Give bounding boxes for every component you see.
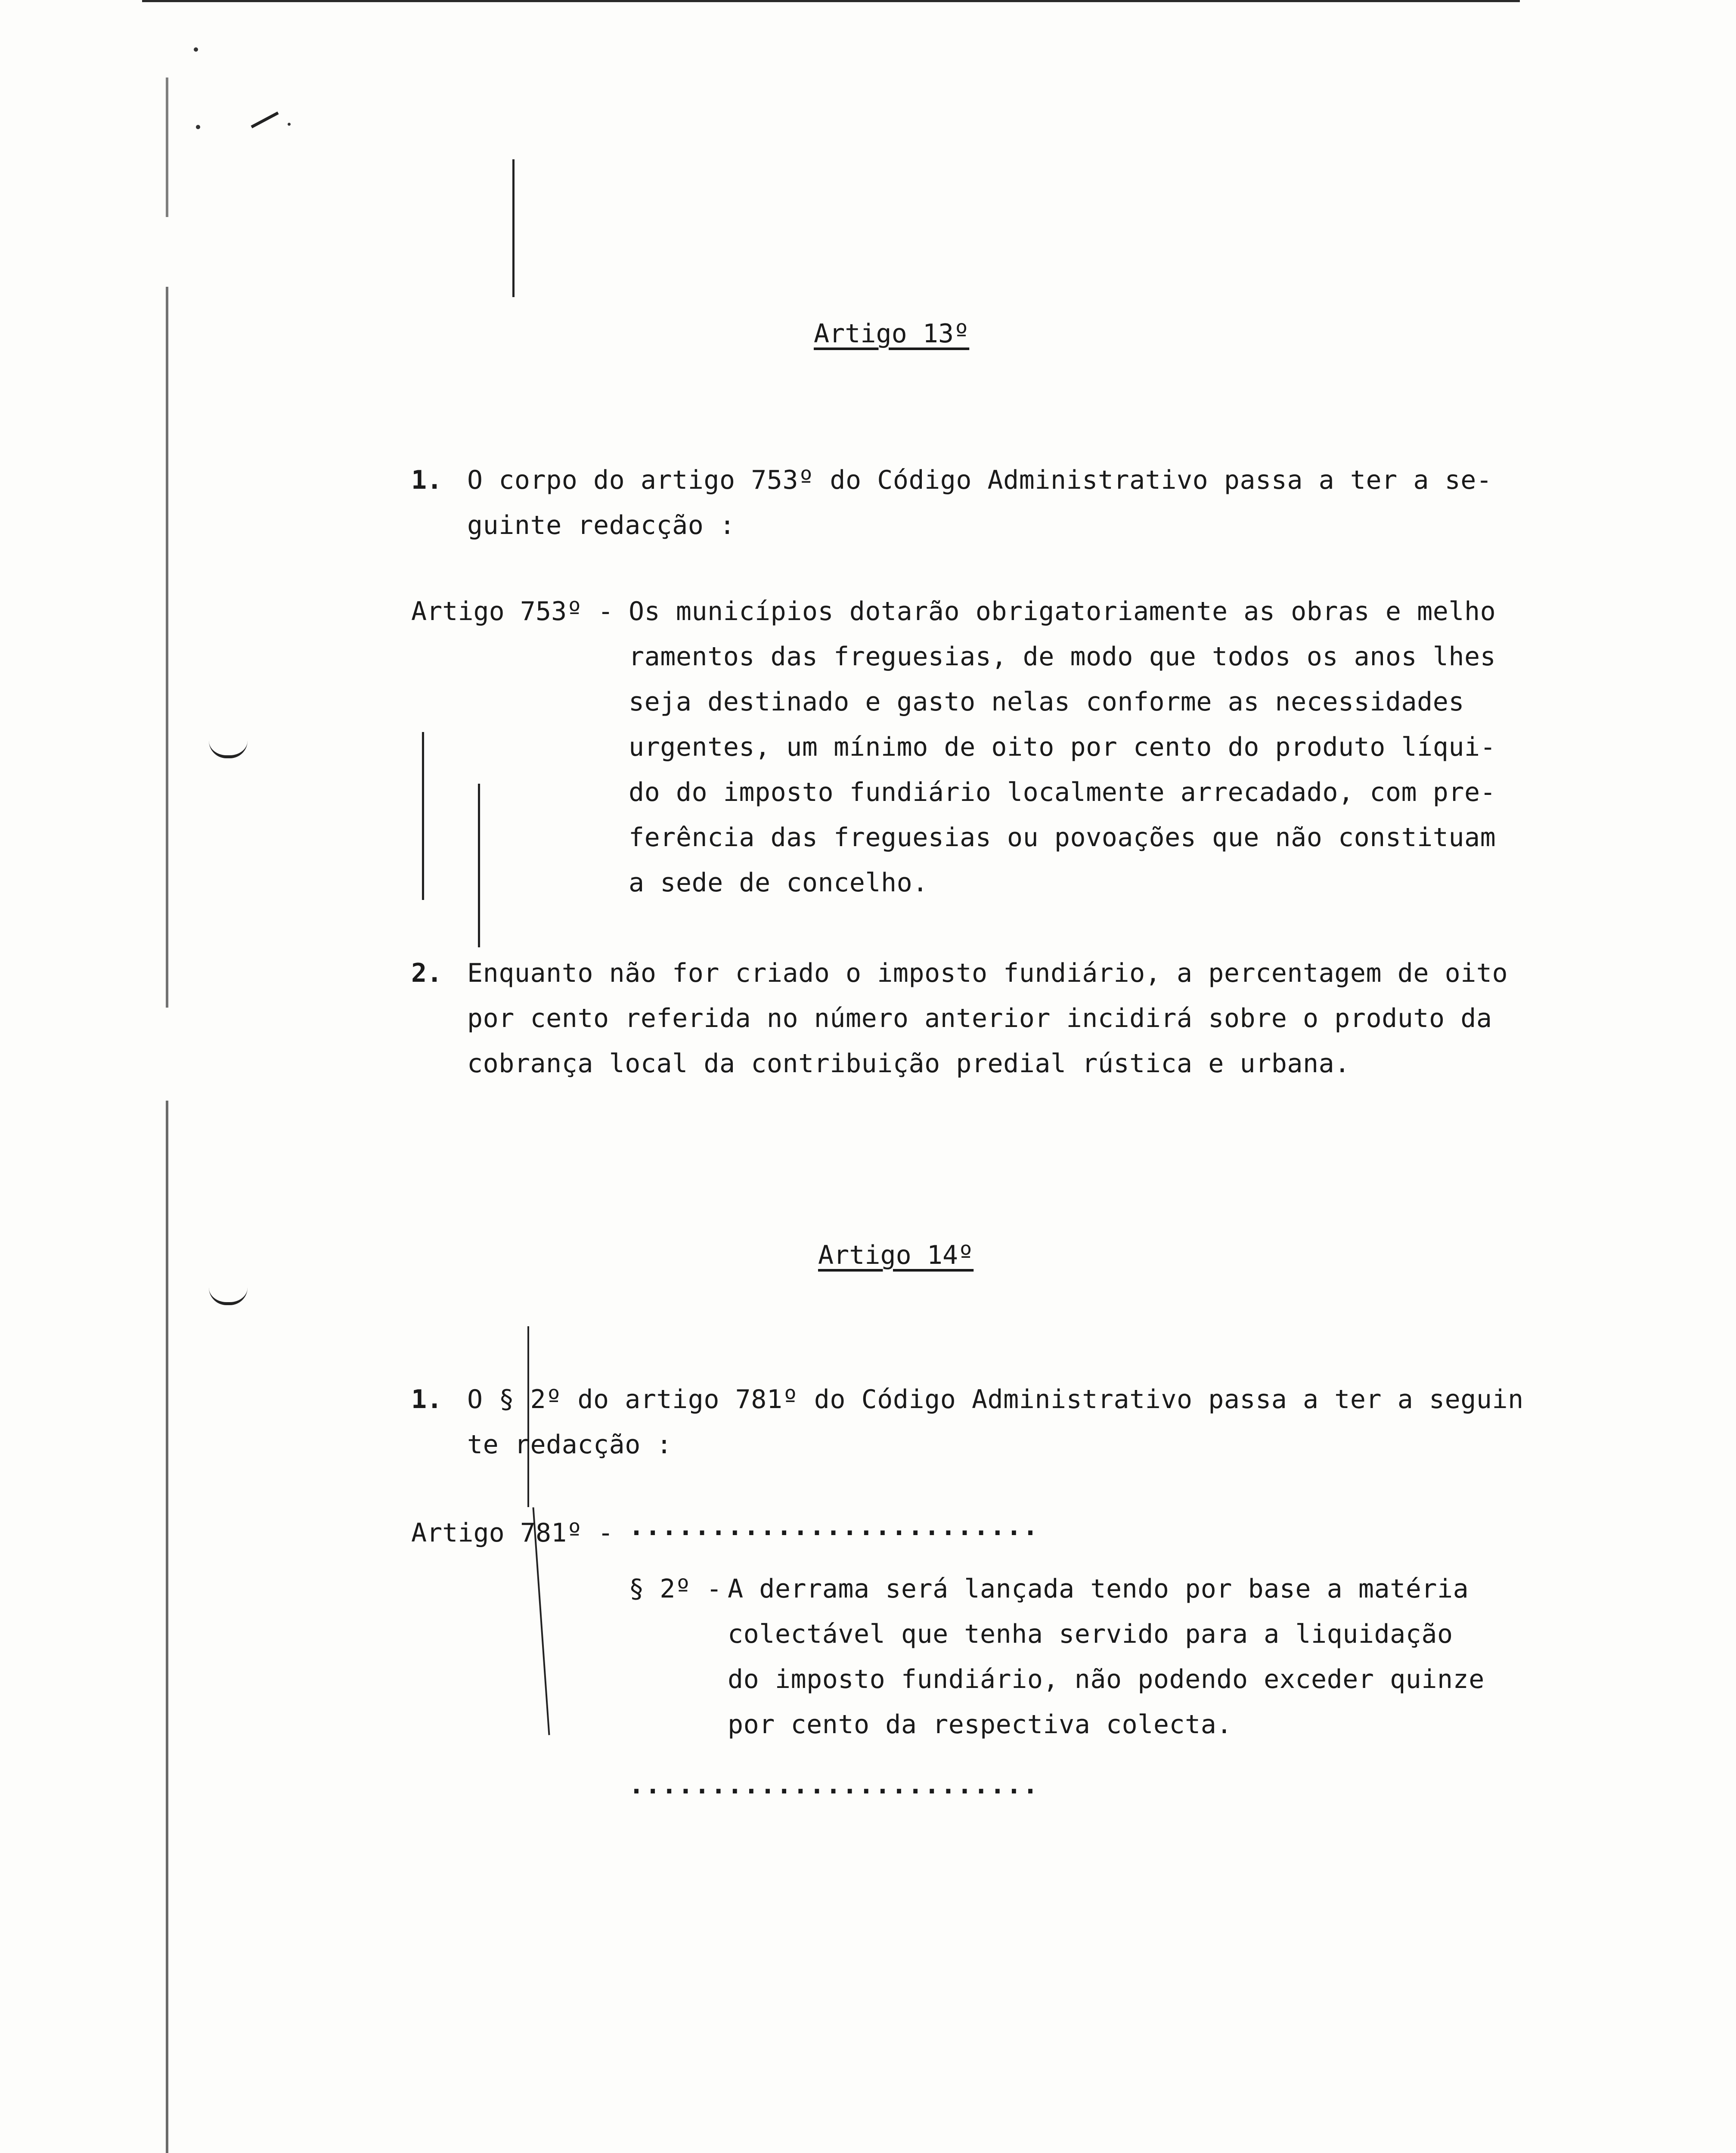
margin-mark	[209, 741, 248, 758]
article-13-item2-number: 2.	[411, 958, 443, 988]
article-13-item2-line: Enquanto não for criado o imposto fundiário, a percentagem de oito	[467, 958, 1508, 988]
paragraph-2-line: do imposto fundiário, não podendo exceder quinze	[728, 1664, 1485, 1694]
article-13-heading: Artigo 13º	[814, 319, 970, 349]
article-753-line: ferência das freguesias ou povoações que não constituam	[629, 822, 1496, 853]
article-753-label: Artigo 753º -	[411, 596, 614, 627]
article-14-heading: Artigo 14º	[818, 1240, 974, 1270]
margin-mark	[209, 1287, 248, 1305]
article-13-item1-line: O corpo do artigo 753º do Código Administrativo passa a ter a se-	[467, 465, 1492, 495]
article-753-line: ramentos das freguesias, de modo que todos os anos lhes	[629, 642, 1496, 672]
article-14-item1-line: O § 2º do artigo 781º do Código Administrativo passa a ter a seguin	[467, 1384, 1524, 1415]
paragraph-2-line: por cento da respectiva colecta.	[728, 1709, 1232, 1740]
article-781-label: Artigo 781º -	[411, 1518, 614, 1548]
article-753-line: a sede de concelho.	[629, 868, 928, 898]
scan-edge-left	[166, 78, 168, 2153]
article-753-line: seja destinado e gasto nelas conforme as necessidades	[629, 687, 1465, 717]
article-13-item2-line: por cento referida no número anterior incidirá sobre o produto da	[467, 1003, 1492, 1033]
margin-line	[422, 732, 424, 900]
paragraph-2-line: A derrama será lançada tendo por base a matéria	[728, 1574, 1469, 1604]
article-14-item1-number: 1.	[411, 1384, 443, 1415]
ellipsis-line: .........................	[629, 1511, 1039, 1542]
margin-line	[527, 1326, 529, 1507]
scan-edge-top	[142, 0, 1520, 2]
speck	[288, 123, 291, 126]
article-753-line: urgentes, um mínimo de oito por cento do produto líqui-	[629, 732, 1496, 762]
paragraph-2-line: colectável que tenha servido para a liquidação	[728, 1619, 1453, 1649]
margin-line	[512, 159, 515, 297]
article-753-line: do do imposto fundiário localmente arrecadado, com pre-	[629, 777, 1496, 807]
article-13-item1-number: 1.	[411, 465, 443, 495]
article-13-item1-line: guinte redacção :	[467, 510, 735, 540]
speck	[196, 125, 200, 129]
article-753-line: Os municípios dotarão obrigatoriamente as obras e melho	[629, 596, 1496, 627]
margin-line	[478, 784, 480, 947]
paragraph-2-label: § 2º -	[629, 1574, 722, 1604]
article-13-item2-line: cobrança local da contribuição predial rústica e urbana.	[467, 1049, 1350, 1079]
ellipsis-line-end: .........................	[629, 1770, 1039, 1800]
article-14-item1-line: te redacção :	[467, 1430, 673, 1460]
pen-mark	[251, 112, 279, 128]
speck	[194, 47, 198, 52]
